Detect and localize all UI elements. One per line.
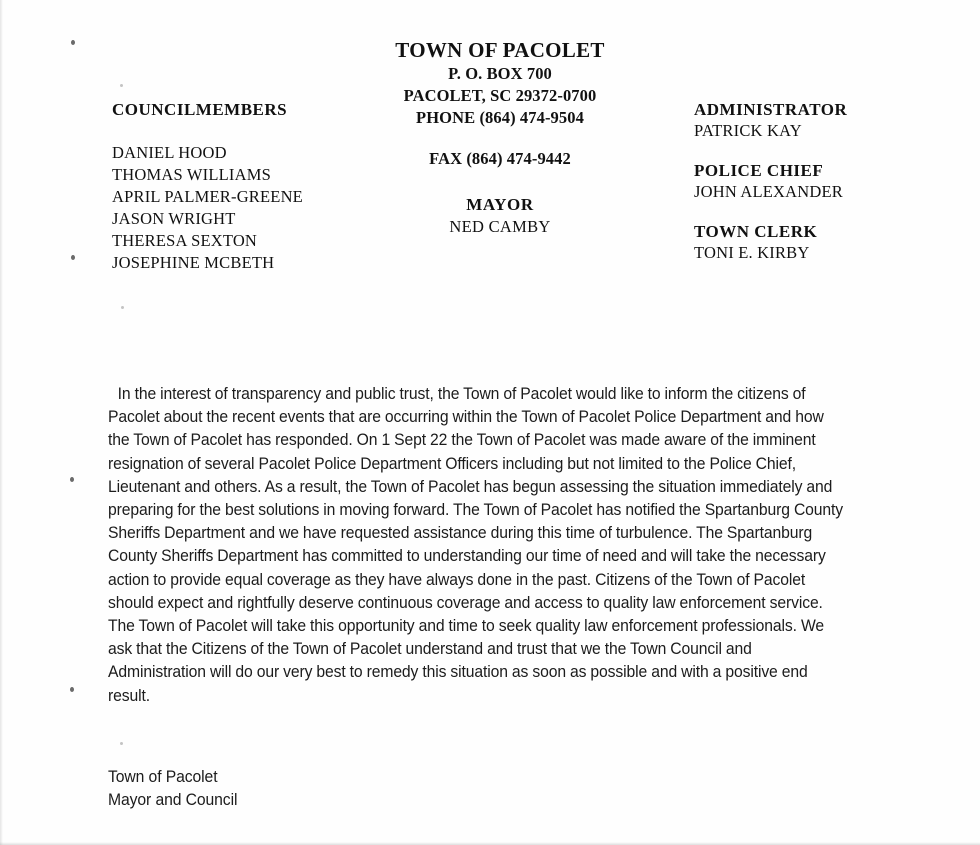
officials-block <box>694 100 924 263</box>
city-state-zip-line: PACOLET, SC 29372-0700 <box>403 85 597 105</box>
phone-line: PHONE (864) 474-9504 <box>416 107 584 127</box>
po-box-line: P. O. BOX 700 <box>448 63 552 83</box>
mayor-title: MAYOR <box>466 195 534 215</box>
organization-name: TOWN OF PACOLET <box>395 38 605 62</box>
councilmember-item: THOMAS WILLIAMS <box>112 164 271 184</box>
councilmember-item: DANIEL HOOD <box>112 143 227 162</box>
mayor-name: NED CAMBY <box>449 217 551 237</box>
councilmember-item: JOSEPHINE MCBETH <box>112 252 275 272</box>
official-police-chief <box>694 161 924 202</box>
official-administrator <box>694 100 924 141</box>
scan-speckle <box>120 742 123 745</box>
councilmembers-block <box>112 100 327 274</box>
official-name: PATRICK KAY <box>694 121 802 140</box>
councilmember-item: APRIL PALMER-GREENE <box>112 186 303 206</box>
letter-body <box>108 383 843 708</box>
fax-line: FAX (864) 474-9442 <box>429 149 571 169</box>
letterhead-center-block <box>330 38 670 237</box>
councilmember-item: THERESA SEXTON <box>112 230 258 250</box>
official-title: POLICE CHIEF <box>694 161 824 180</box>
scan-speckle <box>70 687 74 692</box>
letterhead <box>0 38 980 272</box>
scan-speckle <box>121 306 124 309</box>
official-town-clerk <box>694 222 924 263</box>
councilmember-item: JASON WRIGHT <box>112 208 236 228</box>
councilmember-list <box>112 142 327 274</box>
official-name: TONI E. KIRBY <box>694 243 810 262</box>
official-title: TOWN CLERK <box>694 222 818 241</box>
signature-line-role: Mayor and Council <box>108 791 238 809</box>
councilmembers-heading: COUNCILMEMBERS <box>112 100 288 119</box>
mayor-block <box>330 195 670 237</box>
scan-speckle <box>70 477 74 482</box>
signature-block <box>108 766 237 812</box>
official-name: JOHN ALEXANDER <box>694 182 844 201</box>
signature-line-organization: Town of Pacolet <box>108 768 218 786</box>
letter-body-paragraph: In the interest of transparency and public trust, the Town of Pacolet would like to inform the citizens of Pacolet about the recent events that are occurring within the Town of Pacolet Police Department and how the Town of Pacolet has responded. On 1 Sept 22 the Town of Pacolet was made aware of the imminent resignation of several Pacolet Police Department Officers including but not limited to the Police Chief, Lieutenant and others. As a result, the Town of Pacolet has begun assessing the situation immediately and preparing for the best solutions in moving forward. The Town of Pacolet has notified the Spartanburg County Sheriffs Department and we have requested assistance during this time of turbulence. The Spartanburg County Sheriffs Department has committed to understanding our time of need and will take the necessary action to provide equal coverage as they have always done in the past. Citizens of the Town of Pacolet should expect and rightfully deserve continuous coverage and access to quality law enforcement service. The Town of Pacolet will take this opportunity and time to seek quality law enforcement professionals. We ask that the Citizens of the Town of Pacolet understand and trust that we the Town Council and Administration will do our very best to remedy this situation as soon as possible and with a positive end result. <box>108 385 844 705</box>
official-title: ADMINISTRATOR <box>694 100 848 119</box>
